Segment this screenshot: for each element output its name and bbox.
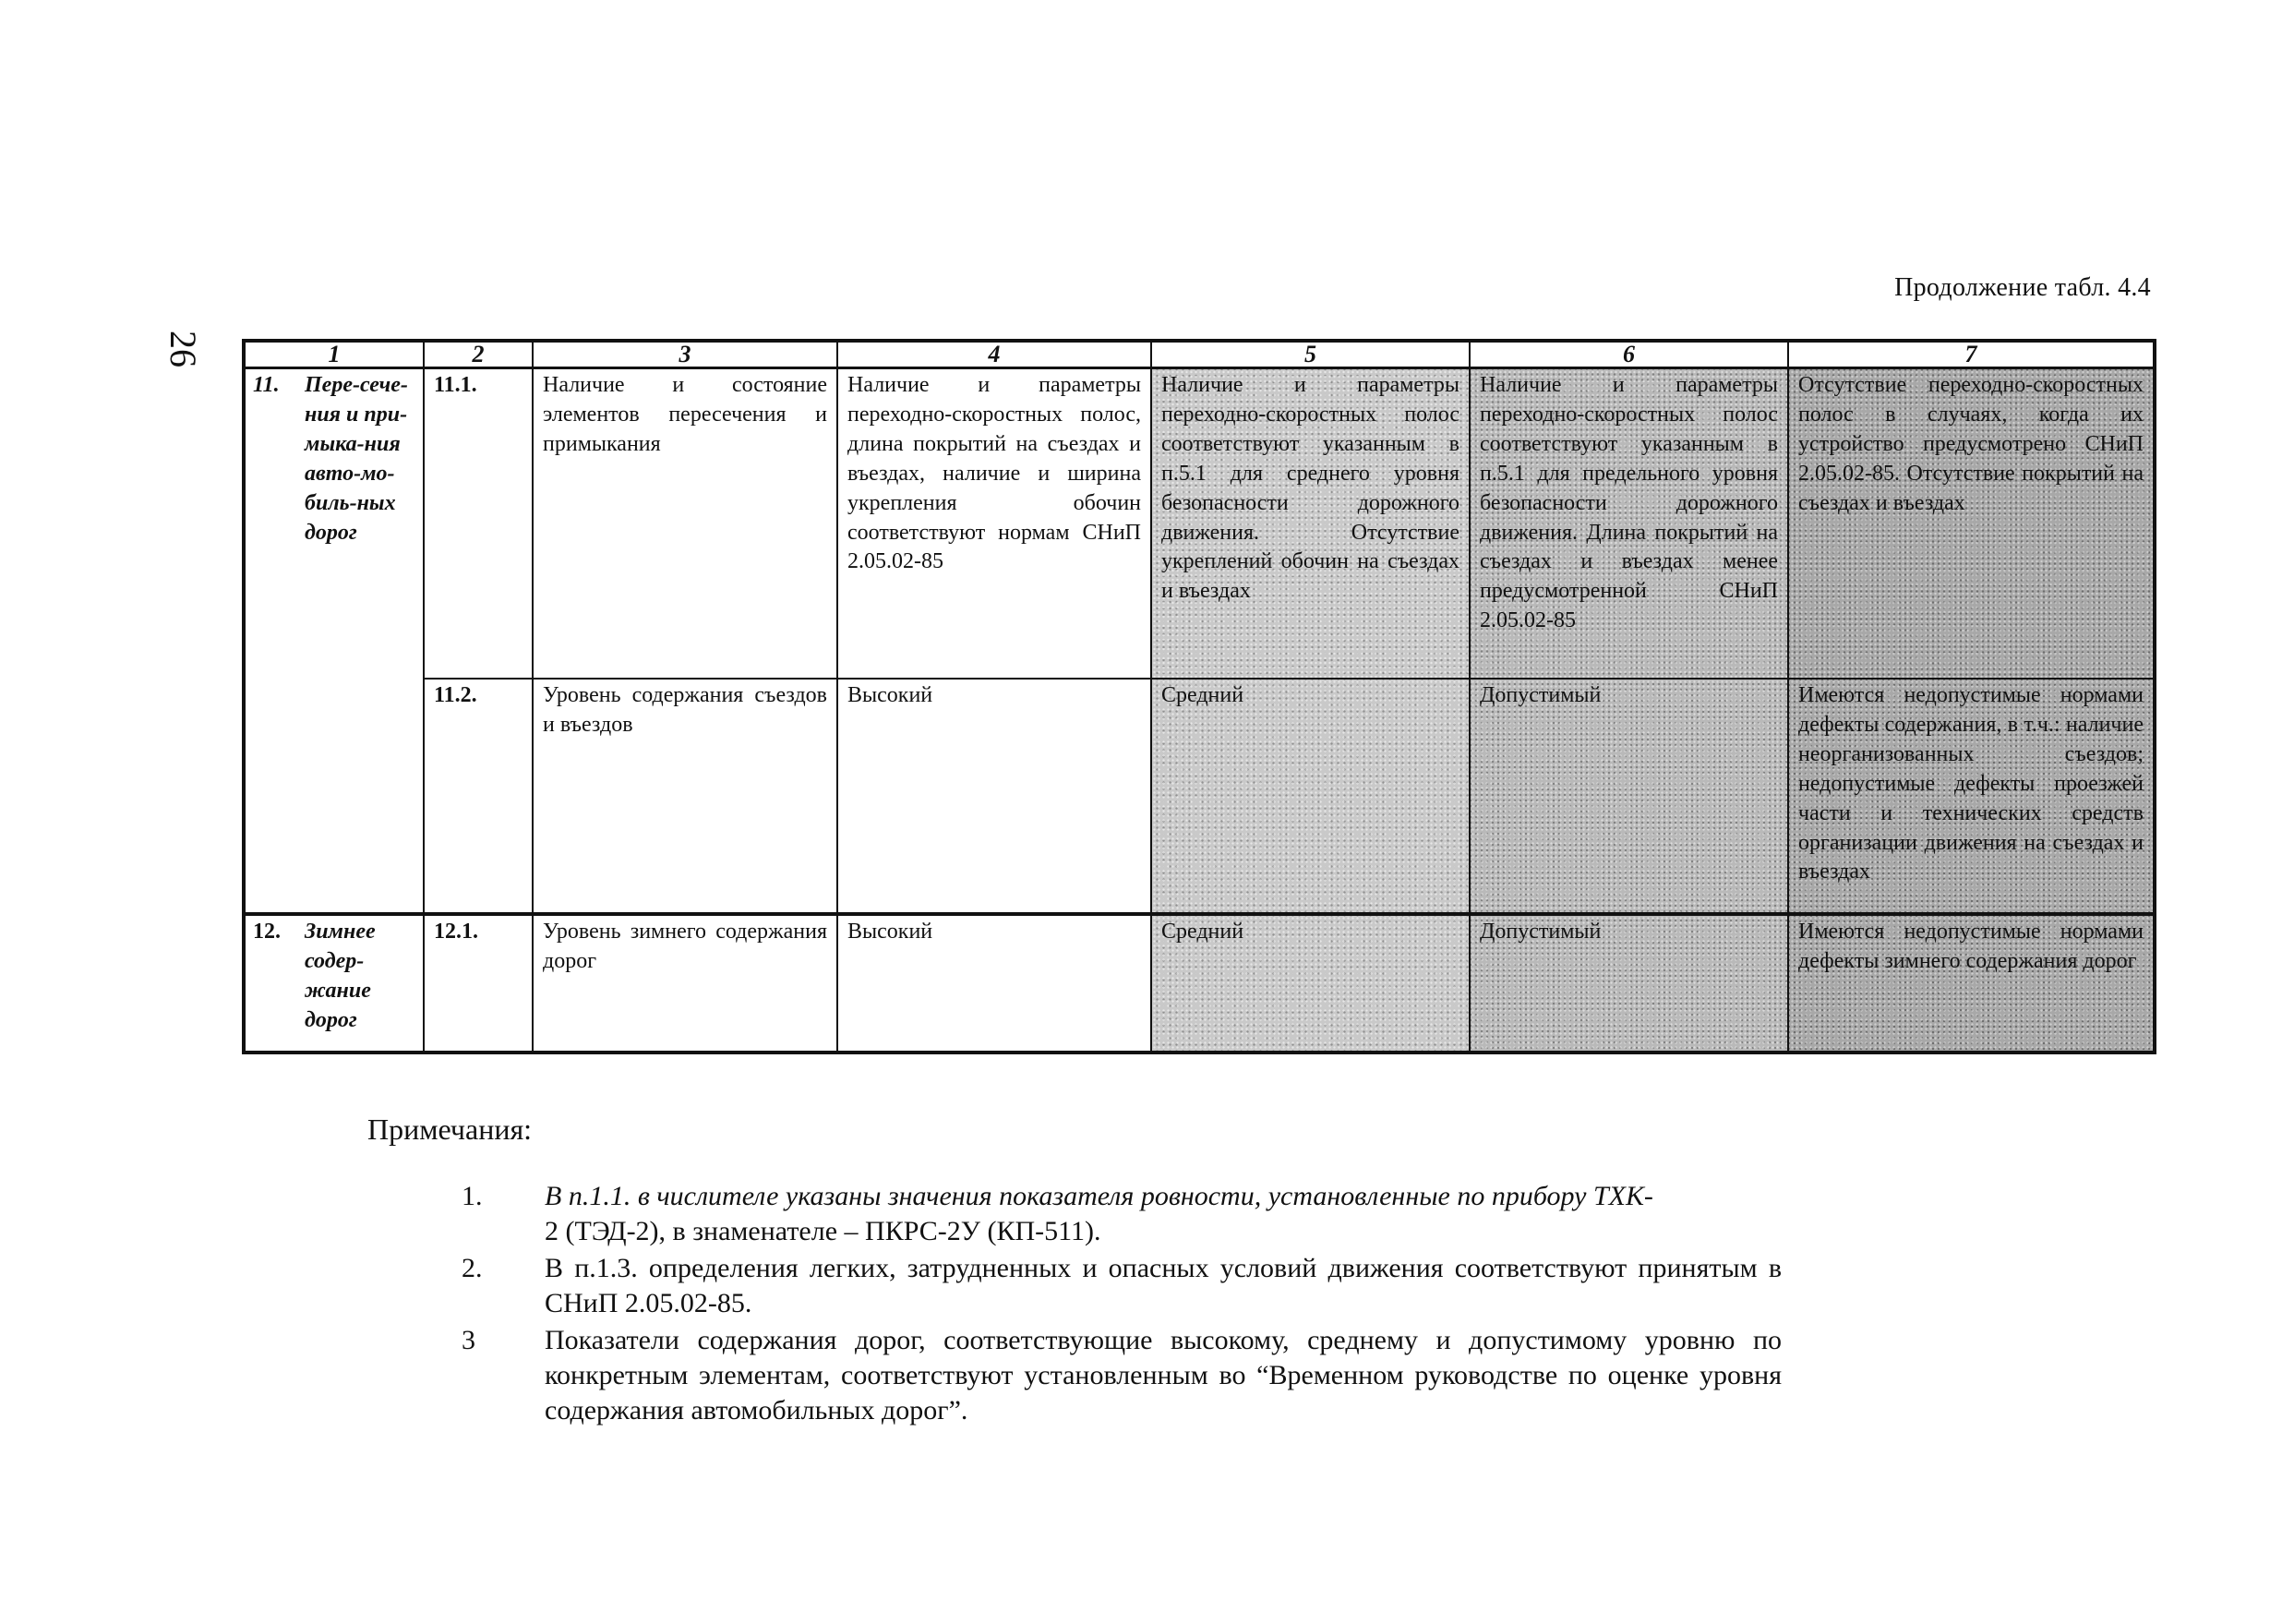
note-item [462, 1251, 1782, 1321]
unacceptable-level-cell: Отсутствие переходно-скоростных полос в случаях, когда их устройство предусмотрено СНиП 2.05.02-85. Отсутствие покрытий на съездах и въездах [1788, 368, 2155, 680]
medium-level-cell: Наличие и параметры переходно-скоростных полос соответствуют указанным в п.5.1 для среднего уровня безопасности дорожного движения. Отсутствие укреплений обочин на съездах и въездах [1151, 368, 1470, 680]
group-cell-12 [244, 914, 424, 1053]
table-row [244, 914, 2155, 1053]
group-cell-11 [244, 368, 424, 915]
note-rest: 2 (ТЭД-2), в знаменателе – ПКРС-2У (КП-511). [545, 1216, 1101, 1246]
high-level-cell: Высокий [837, 679, 1151, 914]
note-marker: 3 [462, 1325, 475, 1355]
note-text: Показатели содержания дорог, соответствующие высокому, среднему и допустимому уровню по конкретным элементам, соответствуют установленным во “Временном руководстве по оценке уровня содержания автомобильных дорог”. [545, 1325, 1782, 1426]
table-row [244, 368, 2155, 680]
high-level-cell: Высокий [837, 914, 1151, 1053]
table-header-row [244, 341, 2155, 368]
table-row [244, 679, 2155, 914]
acceptable-level-cell: Допустимый [1470, 679, 1788, 914]
medium-level-cell: Средний [1151, 679, 1470, 914]
subitem-number: 11.1. [424, 368, 533, 680]
column-header-2: 2 [424, 341, 533, 368]
acceptable-level-cell: Допустимый [1470, 914, 1788, 1053]
subitem-number: 12.1. [424, 914, 533, 1053]
column-header-6: 6 [1470, 341, 1788, 368]
column-header-3: 3 [533, 341, 837, 368]
note-text: В п.1.3. определения легких, затрудненных и опасных условий движения соответствуют принятым в СНиП 2.05.02-85. [545, 1253, 1782, 1318]
unacceptable-level-cell: Имеются недопустимые нормами дефекты зимнего содержания дорог [1788, 914, 2155, 1053]
note-item [462, 1179, 1782, 1249]
column-header-5: 5 [1151, 341, 1470, 368]
high-level-cell: Наличие и параметры переходно-скоростных полос, длина покрытий на съездах и въездах, наличие и ширина укрепления обочин соответствуют нормам СНиП 2.05.02-85 [837, 368, 1151, 680]
indicator-cell: Наличие и состояние элементов пересечения и примыкания [533, 368, 837, 680]
note-lead: В п.1.1. в числителе указаны значения показателя ровности, установленные по прибору ТХК- [545, 1181, 1653, 1211]
notes-list [462, 1179, 1782, 1430]
note-text [545, 1179, 1782, 1249]
indicator-cell: Уровень зимнего содержания дорог [533, 914, 837, 1053]
acceptable-level-cell: Наличие и параметры переходно-скоростных полос соответствуют указанным в п.5.1 для предельного уровня безопасности дорожного движения. Длина покрытий на съездах и въездах менее предусмотренной СНиП 2.05.02-85 [1470, 368, 1788, 680]
table-continuation-caption: Продолжение табл. 4.4 [1894, 273, 2151, 302]
group-number: 12. [253, 920, 281, 944]
indicator-cell: Уровень содержания съездов и въездов [533, 679, 837, 914]
group-name: Пере-сече-ния и при-мыка-ния авто-мо-биль-ных дорог [305, 373, 408, 545]
column-header-7: 7 [1788, 341, 2155, 368]
column-header-1: 1 [244, 341, 424, 368]
group-number: 11. [253, 373, 280, 397]
column-header-4: 4 [837, 341, 1151, 368]
unacceptable-level-cell: Имеются недопустимые нормами дефекты содержания, в т.ч.: наличие неорганизованных съездов; недопустимые дефекты проезжей части и технических средств организации движения на съездах и въездах [1788, 679, 2155, 914]
note-marker: 1. [462, 1181, 483, 1211]
note-marker: 2. [462, 1253, 483, 1283]
medium-level-cell: Средний [1151, 914, 1470, 1053]
notes-title: Примечания: [367, 1113, 533, 1146]
page-number: 26 [162, 331, 204, 367]
group-name: Зимнее содер-жание дорог [305, 920, 376, 1032]
subitem-number: 11.2. [424, 679, 533, 914]
standards-table [242, 339, 2156, 1054]
note-item [462, 1323, 1782, 1428]
